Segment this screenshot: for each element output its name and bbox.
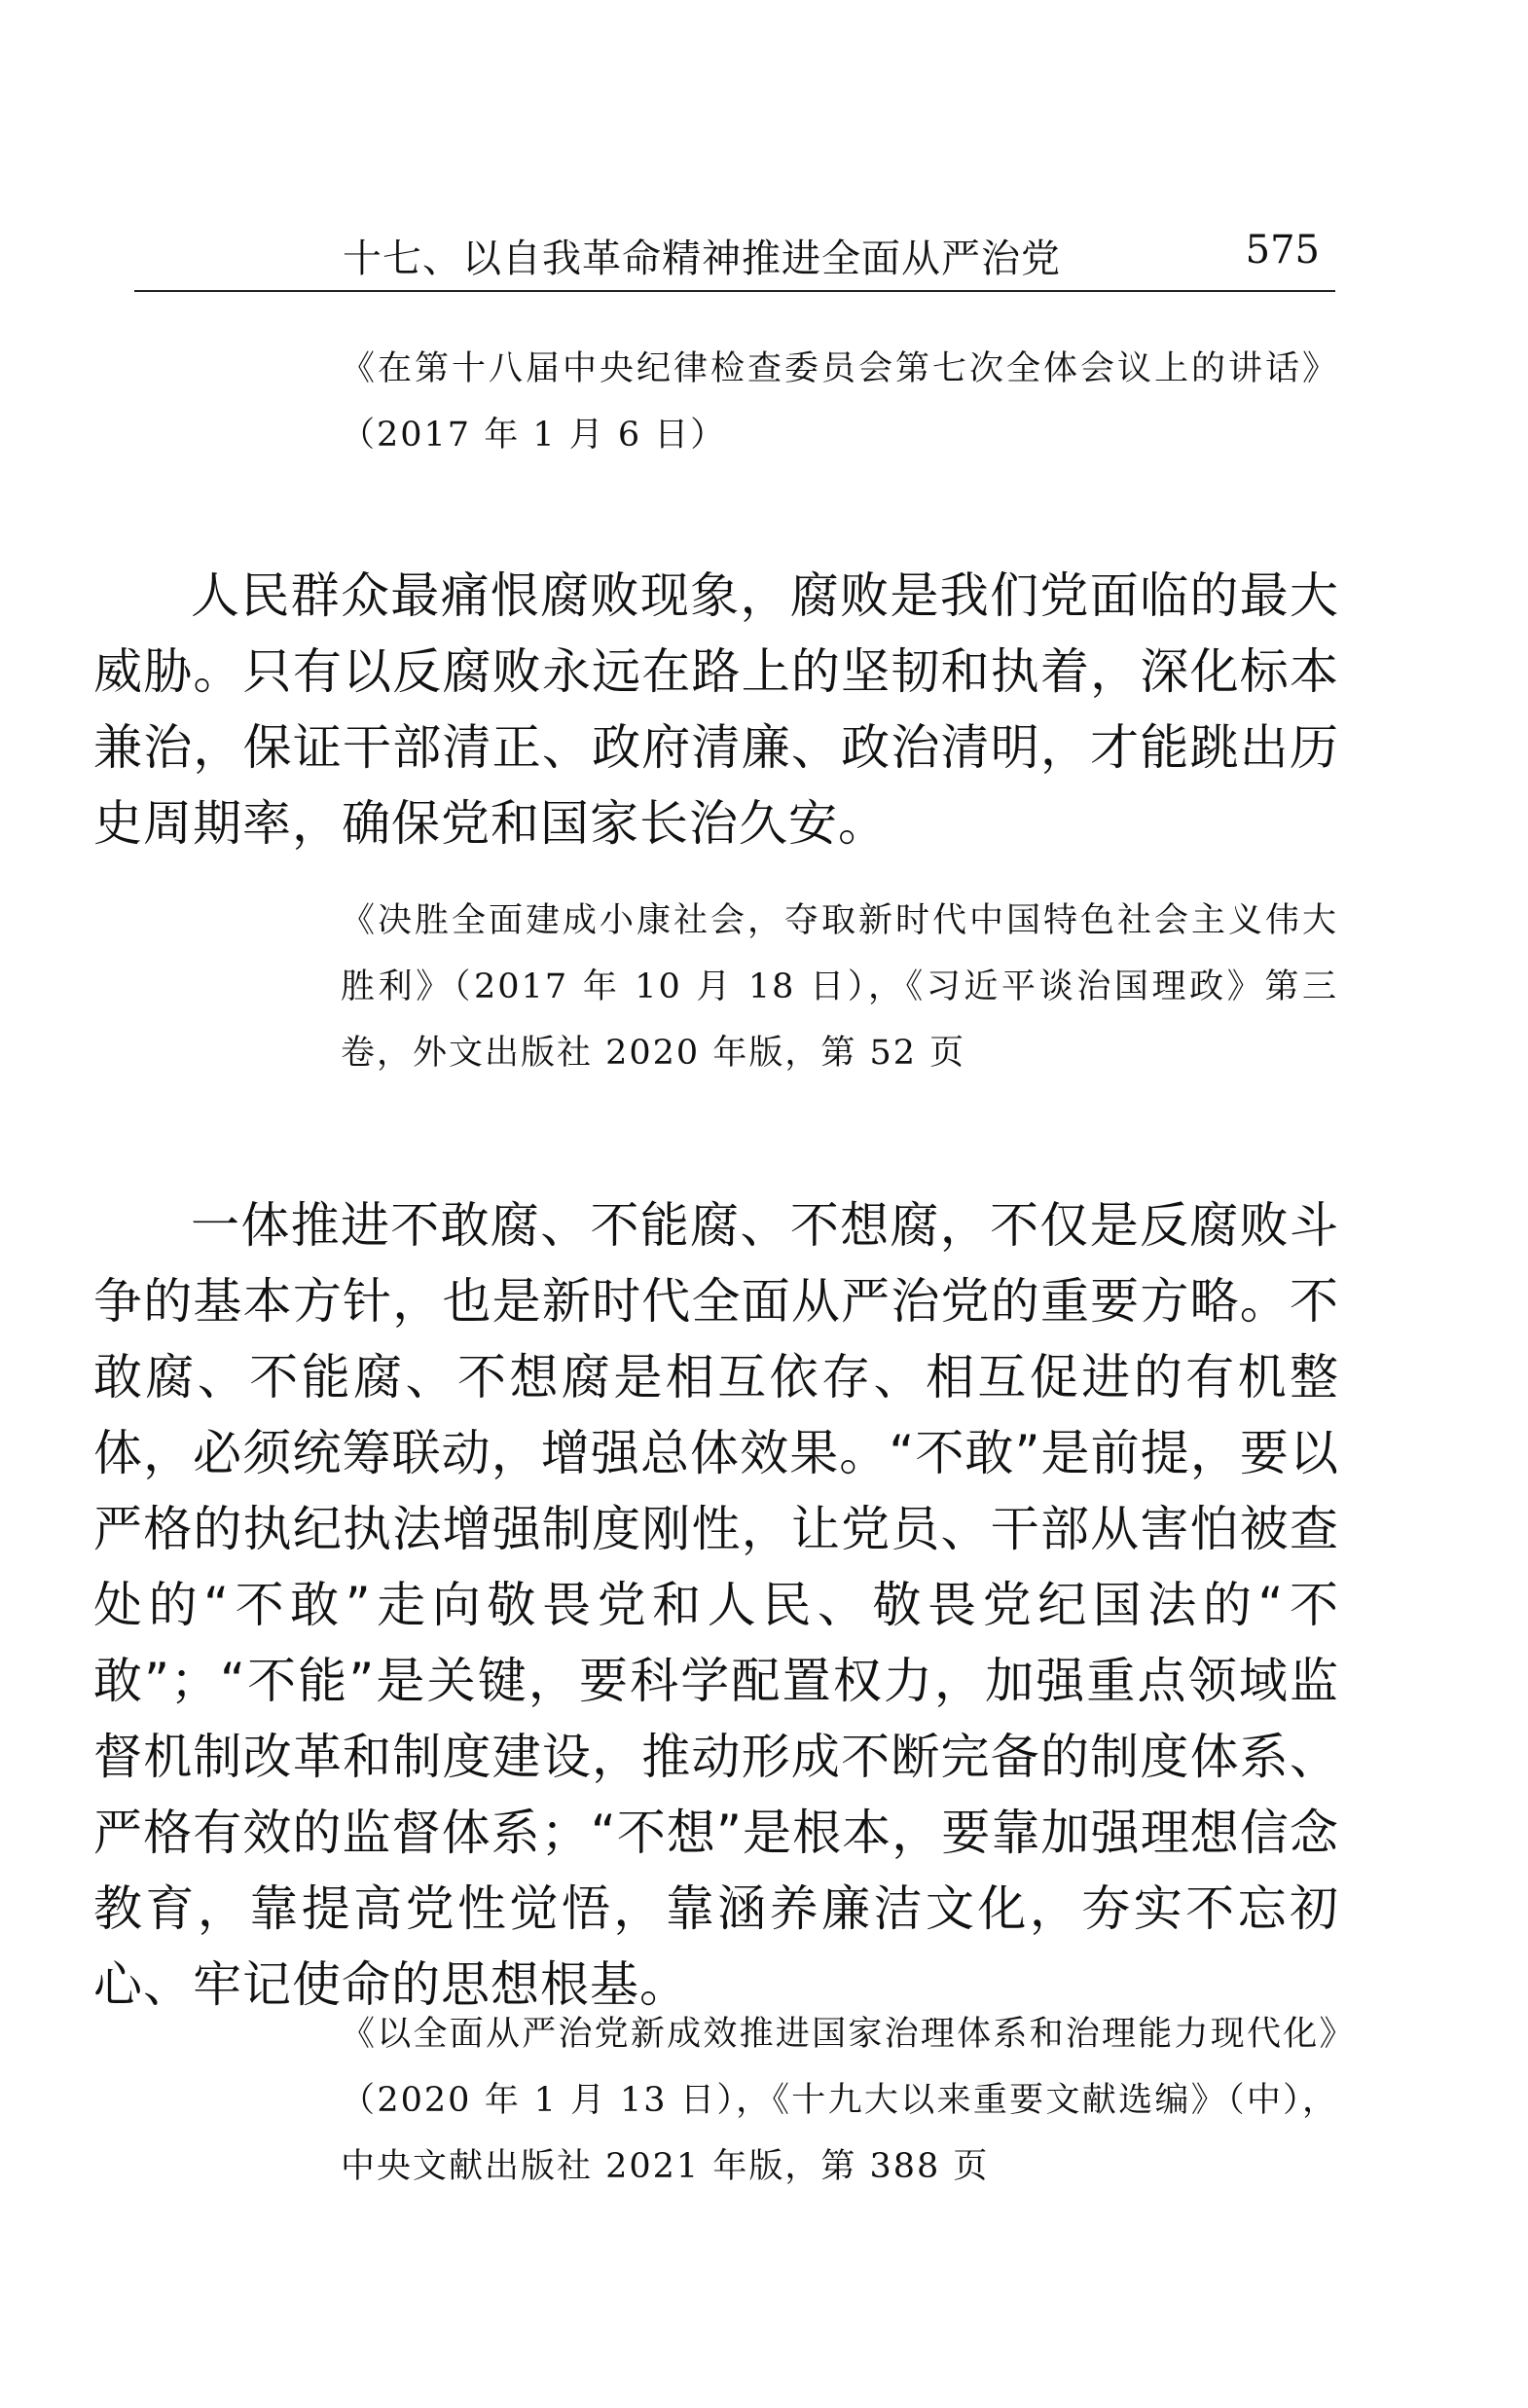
- page-number: 575: [1245, 228, 1320, 273]
- quote-paragraph-1: 人民群众最痛恨腐败现象，腐败是我们党面临的最大威胁。只有以反腐败永远在路上的坚韧和执着，深化标本兼治，保证干部清正、政府清廉、政治清明，才能跳出历史周期率，确保党和国家长治久安。: [93, 567, 1339, 852]
- page-header: [134, 222, 1335, 292]
- citation-source-3: 《以全面从严治党新成效推进国家治理体系和治理能力现代化》（2020 年 1 月 13 日），《十九大以来重要文献选编》（中），中央文献出版社 2021 年版，第 388 页: [341, 2015, 1338, 2186]
- quote-paragraph-2: 一体推进不敢腐、不能腐、不想腐，不仅是反腐败斗争的基本方针，也是新时代全面从严治党的重要方略。不敢腐、不能腐、不想腐是相互依存、相互促进的有机整体，必须统筹联动，增强总体效果。“不敢”是前提，要以严格的执纪执法增强制度刚性，让党员、干部从害怕被查处的“不敢”走向敬畏党和人民、敬畏党纪国法的“不敢”；“不能”是关键，要科学配置权力，加强重点领域监督机制改革和制度建设，推动形成不断完备的制度体系、严格有效的监督体系；“不想”是根本，要靠加强理想信念教育，靠提高党性觉悟，靠涵养廉洁文化，夯实不忘初心、牢记使命的思想根基。: [93, 1197, 1339, 2013]
- chapter-title: 十七、以自我革命精神推进全面从严治党: [343, 237, 1061, 281]
- citation-source-2: 《决胜全面建成小康社会，夺取新时代中国特色社会主义伟大胜利》（2017 年 10 月 18 日），《习近平谈治国理政》第三卷，外文出版社 2020 年版，第 52 页: [341, 901, 1338, 1073]
- citation-source-1: 《在第十八届中央纪律检查委员会第七次全体会议上的讲话》（2017 年 1 月 6 日）: [341, 349, 1338, 455]
